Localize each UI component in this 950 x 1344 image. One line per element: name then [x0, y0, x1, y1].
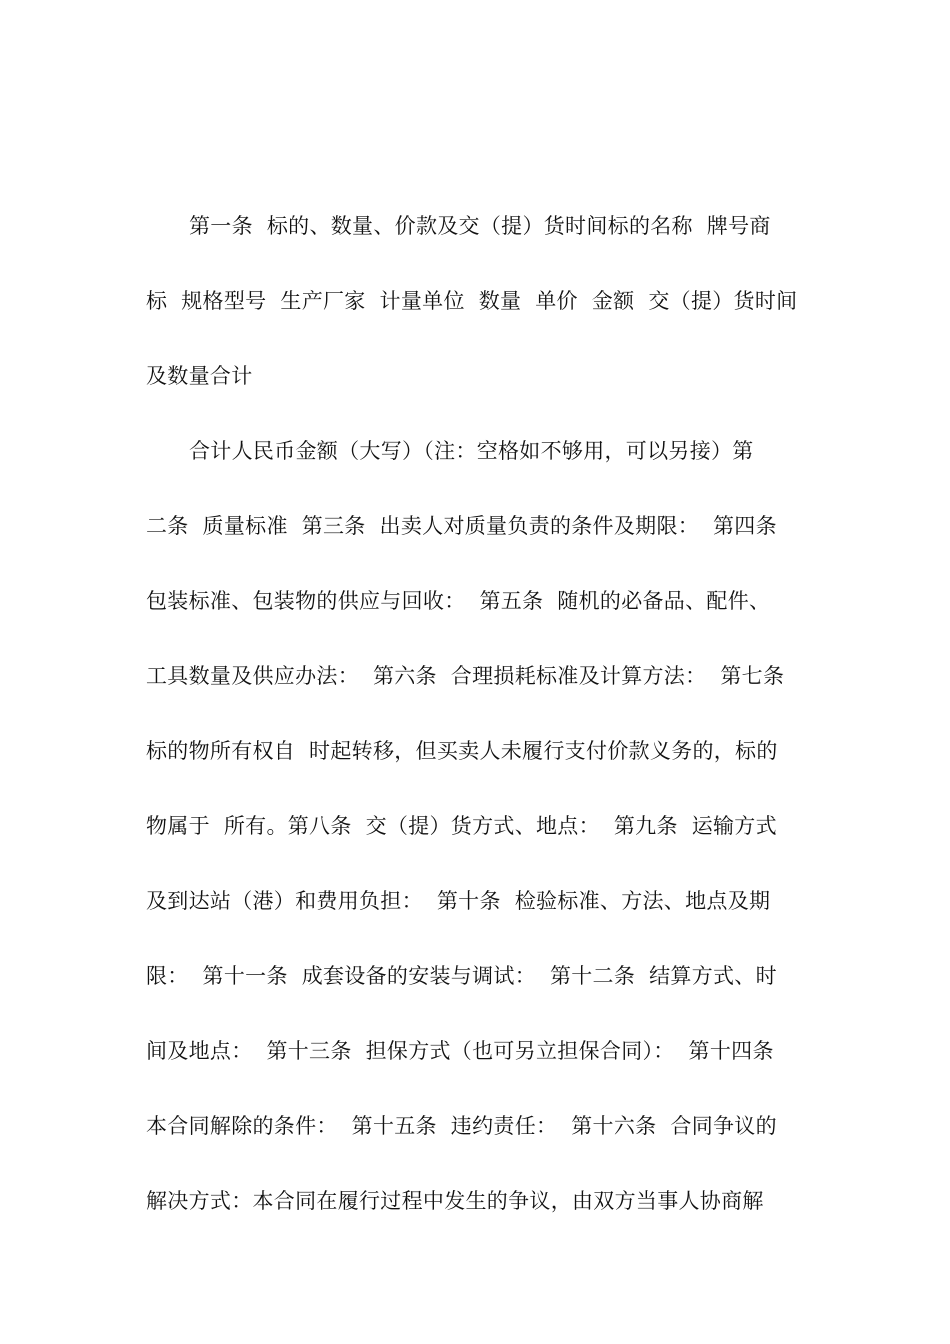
paragraph-2-line-1: 合计人民币金额（大写）（注：空格如不够用，可以另接）第	[189, 439, 754, 463]
paragraph-2-line-6: 物属于 所有。第八条 交（提）货方式、地点： 第九条 运输方式	[146, 814, 777, 838]
paragraph-2-line-5: 标的物所有权自 时起转移，但买卖人未履行支付价款义务的，标的	[146, 739, 778, 763]
paragraph-1-line-1: 第一条 标的、数量、价款及交（提）货时间标的名称 牌号商	[189, 214, 771, 238]
paragraph-2-line-11: 解决方式：本合同在履行过程中发生的争议，由双方当事人协商解	[146, 1189, 764, 1213]
paragraph-2-line-10: 本合同解除的条件： 第十五条 违约责任： 第十六条 合同争议的	[146, 1114, 777, 1138]
paragraph-1-line-2: 标 规格型号 生产厂家 计量单位 数量 单价 金额 交（提）货时间	[146, 289, 798, 313]
paragraph-2-line-9: 间及地点： 第十三条 担保方式（也可另立担保合同）： 第十四条	[146, 1039, 774, 1063]
paragraph-2-line-8: 限： 第十一条 成套设备的安装与调试： 第十二条 结算方式、时	[146, 964, 777, 988]
paragraph-2-line-2: 二条 质量标准 第三条 出卖人对质量负责的条件及期限： 第四条	[146, 514, 777, 538]
paragraph-2-line-4: 工具数量及供应办法： 第六条 合理损耗标准及计算方法： 第七条	[146, 664, 785, 688]
paragraph-2-line-3: 包装标准、包装物的供应与回收： 第五条 随机的必备品、配件、	[146, 589, 771, 613]
paragraph-2-line-7: 及到达站（港）和费用负担： 第十条 检验标准、方法、地点及期	[146, 889, 771, 913]
paragraph-1-line-3: 及数量合计	[146, 364, 253, 388]
